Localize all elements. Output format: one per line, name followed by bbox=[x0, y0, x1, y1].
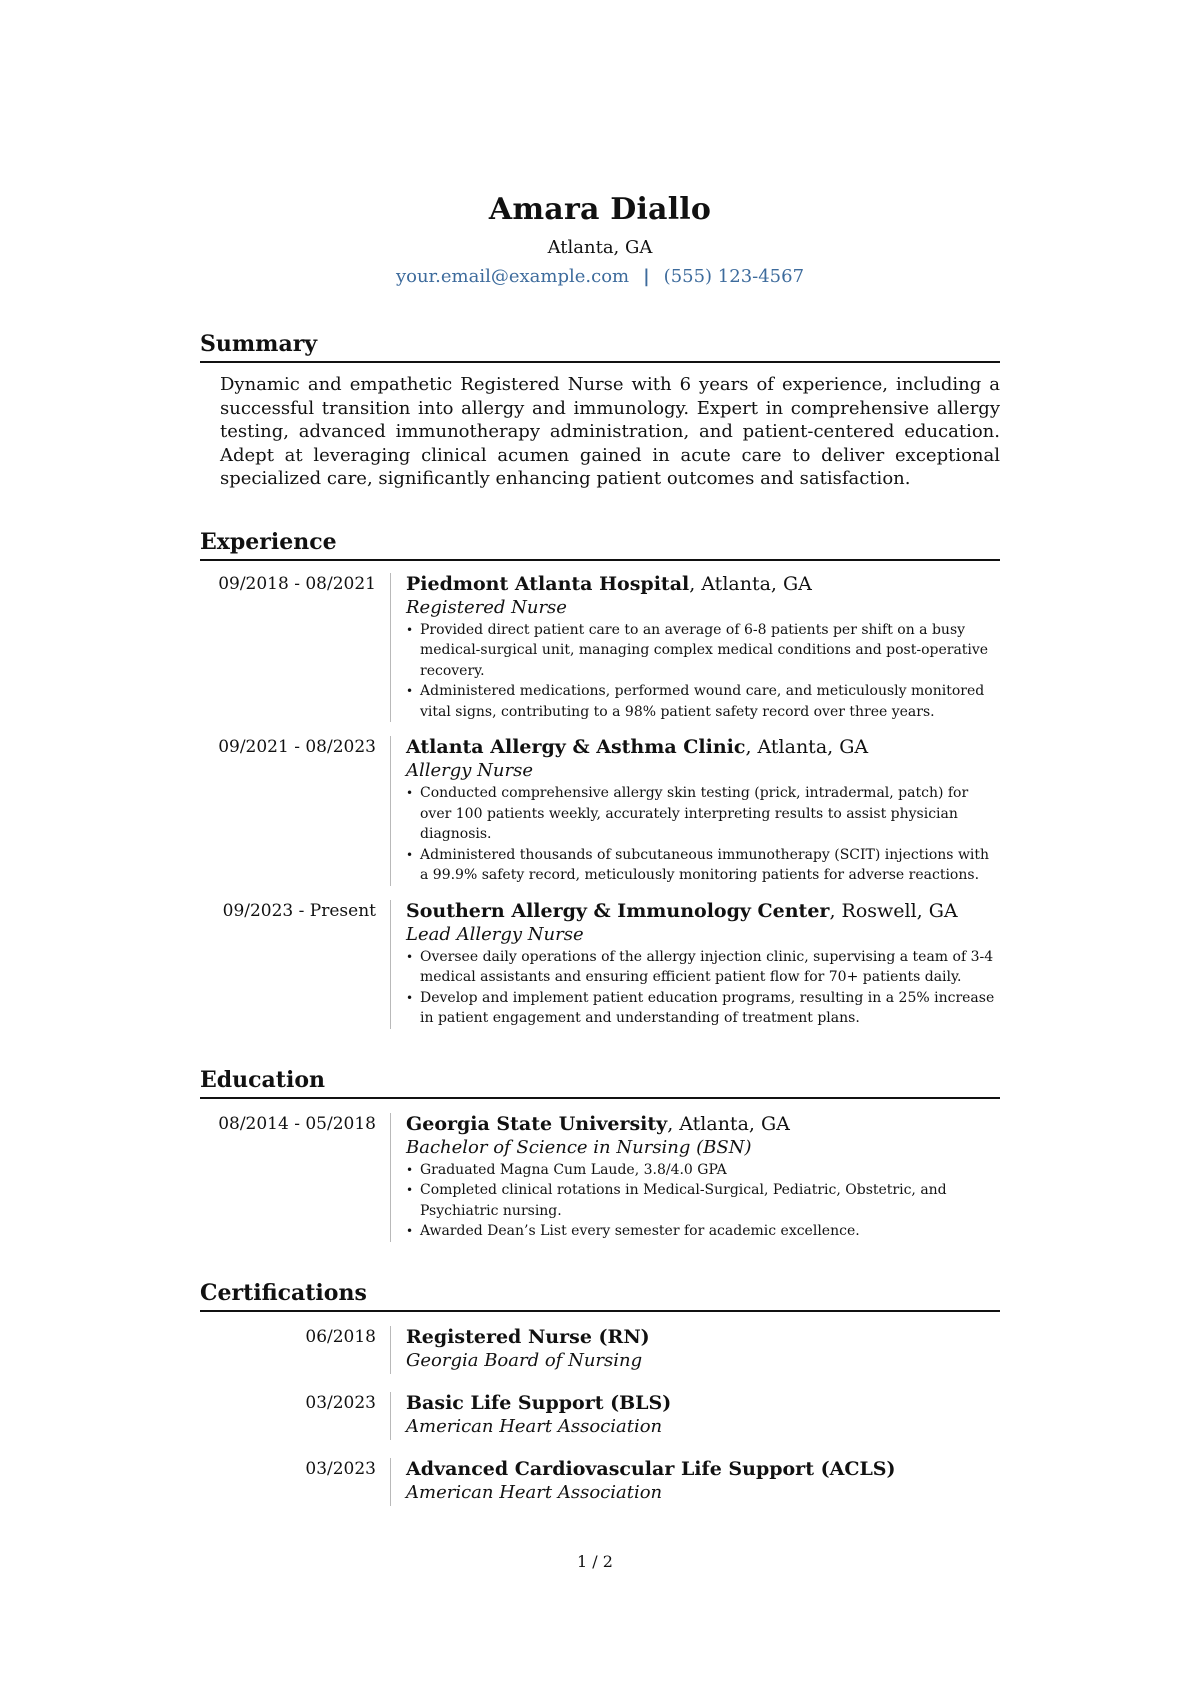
entry-bullets bbox=[406, 783, 1000, 886]
entry-title bbox=[406, 1113, 1000, 1136]
cert-body bbox=[390, 1326, 1000, 1374]
entry-org: Southern Allergy & Immunology Center bbox=[406, 899, 830, 922]
cert-name bbox=[406, 1458, 1000, 1481]
bullet-dot: • bbox=[406, 684, 414, 698]
cert-name-text: Advanced Cardiovascular Life Support (ACLS) bbox=[406, 1457, 896, 1480]
page-number: 1 / 2 bbox=[577, 1552, 613, 1571]
bullet-text: Develop and implement patient education programs, resulting in a 25% increase in patient engagement and understanding of treatment plans. bbox=[420, 989, 995, 1026]
section-title-certifications: Certifications bbox=[200, 1278, 1000, 1312]
entry-bullets bbox=[406, 947, 1000, 1029]
entry-degree: Bachelor of Science in Nursing (BSN) bbox=[406, 1136, 752, 1158]
bullet-text: Graduated Magna Cum Laude, 3.8/4.0 GPA bbox=[420, 1161, 727, 1178]
bullet-item bbox=[406, 947, 1000, 988]
experience-entry bbox=[200, 573, 1000, 723]
entry-title bbox=[406, 573, 1000, 596]
cert-name-text: Registered Nurse (RN) bbox=[406, 1325, 650, 1348]
bullet-text: Oversee daily operations of the allergy injection clinic, supervising a team of 3-4 medical assistants and ensuring efficient patient flow for 70+ patients daily. bbox=[420, 948, 994, 985]
education-section bbox=[200, 1065, 1000, 1242]
entry-place: , Roswell, GA bbox=[829, 899, 958, 922]
cert-body bbox=[390, 1458, 1000, 1506]
entry-body bbox=[390, 736, 1000, 886]
bullet-item bbox=[406, 845, 1000, 886]
experience-entry bbox=[200, 736, 1000, 886]
cert-name bbox=[406, 1392, 1000, 1415]
certification-entry bbox=[200, 1326, 1000, 1374]
bullet-dot: • bbox=[406, 1183, 414, 1197]
experience-list bbox=[200, 573, 1000, 1029]
experience-entry bbox=[200, 900, 1000, 1029]
candidate-name: Amara Diallo bbox=[488, 192, 712, 227]
bullet-dot: • bbox=[406, 786, 414, 800]
entry-bullets bbox=[406, 620, 1000, 723]
bullet-item bbox=[406, 681, 1000, 722]
entry-dates: 09/2018 - 08/2021 bbox=[218, 573, 376, 594]
certifications-section bbox=[200, 1278, 1000, 1506]
bullet-item bbox=[406, 1160, 1000, 1181]
entry-dates: 08/2014 - 05/2018 bbox=[218, 1113, 376, 1134]
entry-org: Piedmont Atlanta Hospital bbox=[406, 572, 690, 595]
entry-org: Atlanta Allergy & Asthma Clinic bbox=[406, 736, 746, 758]
entry-body bbox=[390, 573, 1000, 723]
entry-title bbox=[406, 900, 1000, 923]
entry-role: Allergy Nurse bbox=[406, 760, 534, 781]
entry-role: Registered Nurse bbox=[406, 596, 567, 618]
bullet-item bbox=[406, 620, 1000, 682]
bullet-text: Administered thousands of subcutaneous immunotherapy (SCIT) injections with a 99.9% safety record, meticulously monitoring patients for adverse reactions. bbox=[420, 846, 990, 883]
entry-place: , Atlanta, GA bbox=[667, 1112, 790, 1135]
cert-issuer: American Heart Association bbox=[406, 1415, 663, 1437]
bullet-item bbox=[406, 1221, 1000, 1242]
entry-place: , Atlanta, GA bbox=[745, 736, 869, 758]
entry-bullets bbox=[406, 1160, 1000, 1242]
bullet-dot: • bbox=[406, 949, 414, 964]
bullet-text: Completed clinical rotations in Medical-Surgical, Pediatric, Obstetric, and Psychiatric nursing. bbox=[420, 1182, 947, 1219]
cert-date: 03/2023 bbox=[305, 1458, 376, 1479]
cert-name-text: Basic Life Support (BLS) bbox=[406, 1391, 672, 1414]
certification-entry bbox=[200, 1392, 1000, 1440]
education-entry bbox=[200, 1113, 1000, 1242]
cert-date: 03/2023 bbox=[305, 1392, 376, 1413]
entry-dates: 09/2021 - 08/2023 bbox=[218, 737, 376, 757]
candidate-location: Atlanta, GA bbox=[547, 237, 653, 258]
entry-role: Lead Allergy Nurse bbox=[406, 923, 584, 945]
summary-text: Dynamic and empathetic Registered Nurse with 6 years of experience, including a successful transition into allergy and immunology. Expert in comprehensive allergy testing, advanced immunotherapy administration, and patient-centered education. Adept at leveraging clinical acumen gained in acute care to deliver exceptional specialized care, significantly enhancing patient outcomes and satisfaction. bbox=[220, 374, 1000, 489]
entry-place: , Atlanta, GA bbox=[689, 572, 812, 595]
resume-page bbox=[200, 0, 1000, 1506]
bullet-item bbox=[406, 1180, 1000, 1221]
certification-entry bbox=[200, 1458, 1000, 1506]
experience-section bbox=[200, 527, 1000, 1029]
cert-issuer: Georgia Board of Nursing bbox=[406, 1349, 643, 1371]
bullet-item bbox=[406, 988, 1000, 1029]
resume-header bbox=[200, 190, 1000, 289]
cert-name bbox=[406, 1326, 1000, 1349]
entry-org: Georgia State University bbox=[406, 1112, 668, 1135]
cert-date: 06/2018 bbox=[305, 1326, 376, 1347]
bullet-dot: • bbox=[406, 1224, 414, 1238]
bullet-text: Provided direct patient care to an average of 6-8 patients per shift on a busy medical-surgical unit, managing complex medical conditions and post-operative recovery. bbox=[420, 621, 989, 679]
entry-body bbox=[390, 1113, 1000, 1242]
section-title-summary: Summary bbox=[200, 329, 1000, 363]
entry-title bbox=[406, 736, 1000, 759]
bullet-dot: • bbox=[406, 847, 414, 862]
cert-issuer: American Heart Association bbox=[406, 1481, 663, 1503]
bullet-dot: • bbox=[406, 990, 414, 1005]
cert-body bbox=[390, 1392, 1000, 1440]
section-title-education: Education bbox=[200, 1065, 1000, 1099]
bullet-dot: • bbox=[406, 622, 414, 637]
bullet-text: Conducted comprehensive allergy skin testing (prick, intradermal, patch) for over 100 patients weekly, accurately interpreting results to assist physician diagnosis. bbox=[420, 785, 969, 842]
contact-line bbox=[200, 265, 1000, 289]
summary-section bbox=[200, 329, 1000, 491]
phone-link[interactable]: (555) 123-4567 bbox=[663, 266, 805, 287]
bullet-text: Awarded Dean’s List every semester for academic excellence. bbox=[420, 1223, 860, 1239]
bullet-item bbox=[406, 783, 1000, 845]
entry-body bbox=[390, 900, 1000, 1029]
bullet-dot: • bbox=[406, 1162, 414, 1177]
section-title-experience: Experience bbox=[200, 527, 1000, 561]
bullet-text: Administered medications, performed wound care, and meticulously monitored vital signs, contributing to a 98% patient safety record over three years. bbox=[420, 683, 985, 720]
email-link[interactable]: your.email@example.com bbox=[395, 266, 630, 287]
contact-separator: | bbox=[643, 266, 650, 287]
entry-dates: 09/2023 - Present bbox=[222, 900, 376, 921]
